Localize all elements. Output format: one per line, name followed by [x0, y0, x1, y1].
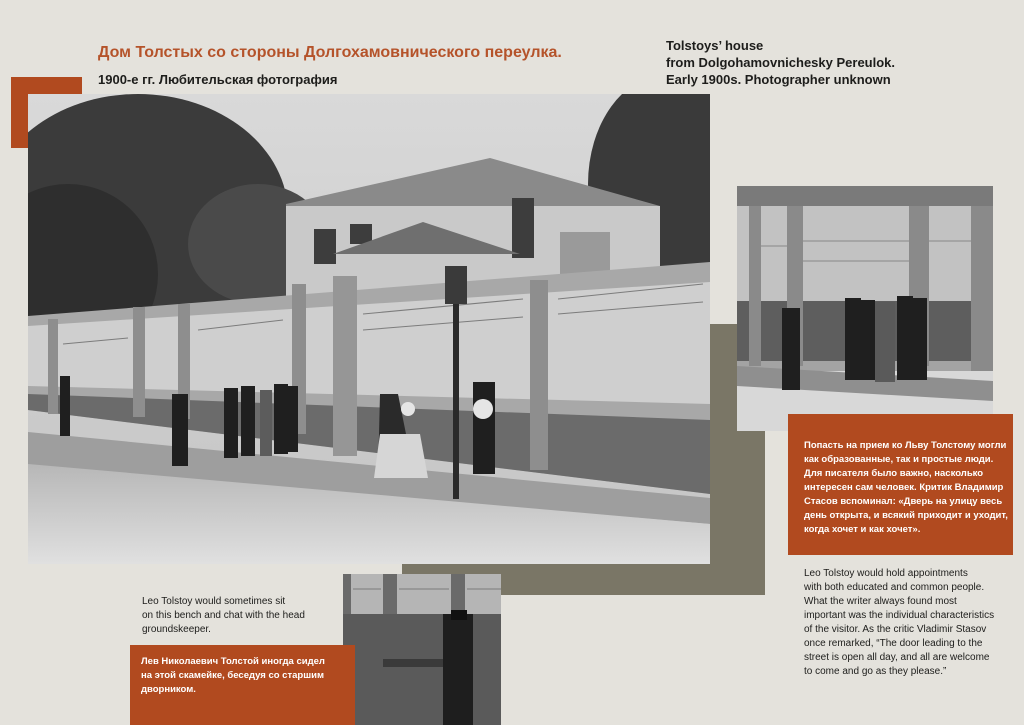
- visitors-caption-ru-line: когда хочет и как хочет».: [804, 524, 921, 535]
- bench-caption-ru-line: на этой скамейке, беседуя со старшим: [141, 670, 324, 681]
- visitors-caption-en-line: to come and go as they please.”: [804, 666, 947, 677]
- visitors-caption-ru-line: день открыта, и всякий приходит и уходит,: [804, 510, 1008, 521]
- title-en-line: Tolstoys’ house: [666, 38, 764, 53]
- visitors-caption-en-line: street is open all day, and all are welcome: [804, 652, 990, 663]
- visitors-caption-en-line: important was the individual characteristics: [804, 610, 995, 621]
- title-en-line: from Dolgohamovnichesky Pereulok.: [666, 55, 896, 70]
- bench-caption-ru-line: Лев Николаевич Толстой иногда сидел: [141, 656, 325, 667]
- visitors-caption-en: [804, 567, 994, 679]
- page-title-en: [666, 37, 895, 88]
- page-title-ru: Дом Толстых со стороны Долгохамовнического переулка.: [98, 44, 562, 61]
- visitors-caption-ru-line: Для писателя было важно, насколько: [804, 468, 984, 479]
- visitors-caption-en-line: once remarked, “The door leading to the: [804, 638, 983, 649]
- page-subtitle-ru: 1900-е гг. Любительская фотография: [98, 72, 338, 87]
- bench-caption-en-line: groundskeeper.: [142, 624, 211, 635]
- bench-caption-ru-box: [130, 645, 355, 725]
- title-en-line: Early 1900s. Photographer unknown: [666, 72, 891, 87]
- bench-caption-en-line: Leo Tolstoy would sometimes sit: [142, 596, 286, 607]
- visitors-caption-ru-line: интересен сам человек. Критик Владимир: [804, 482, 1004, 493]
- visitors-caption-ru-line: Попасть на прием ко Льву Толстому могли: [804, 440, 1007, 451]
- visitors-caption-en-line: of the visitor. As the critic Vladimir Stasov: [804, 624, 987, 635]
- fence-detail-photo: [737, 186, 993, 431]
- visitors-caption-ru-box: [788, 414, 1013, 555]
- bench-caption-en: [142, 595, 305, 637]
- visitors-caption-en-line: Leo Tolstoy would hold appointments: [804, 568, 968, 579]
- visitors-caption-ru-line: как образованные, так и простые люди.: [804, 454, 994, 465]
- visitors-caption-ru-line: Стасов вспоминал: «Дверь на улицу весь: [804, 496, 1003, 507]
- visitors-caption-en-line: What the writer always found most: [804, 596, 957, 607]
- main-house-photo: [28, 94, 710, 564]
- bench-caption-ru-line: дворником.: [141, 684, 196, 695]
- bench-detail-photo: [343, 574, 501, 725]
- bench-caption-en-line: on this bench and chat with the head: [142, 610, 305, 621]
- visitors-caption-en-line: with both educated and common people.: [804, 582, 985, 593]
